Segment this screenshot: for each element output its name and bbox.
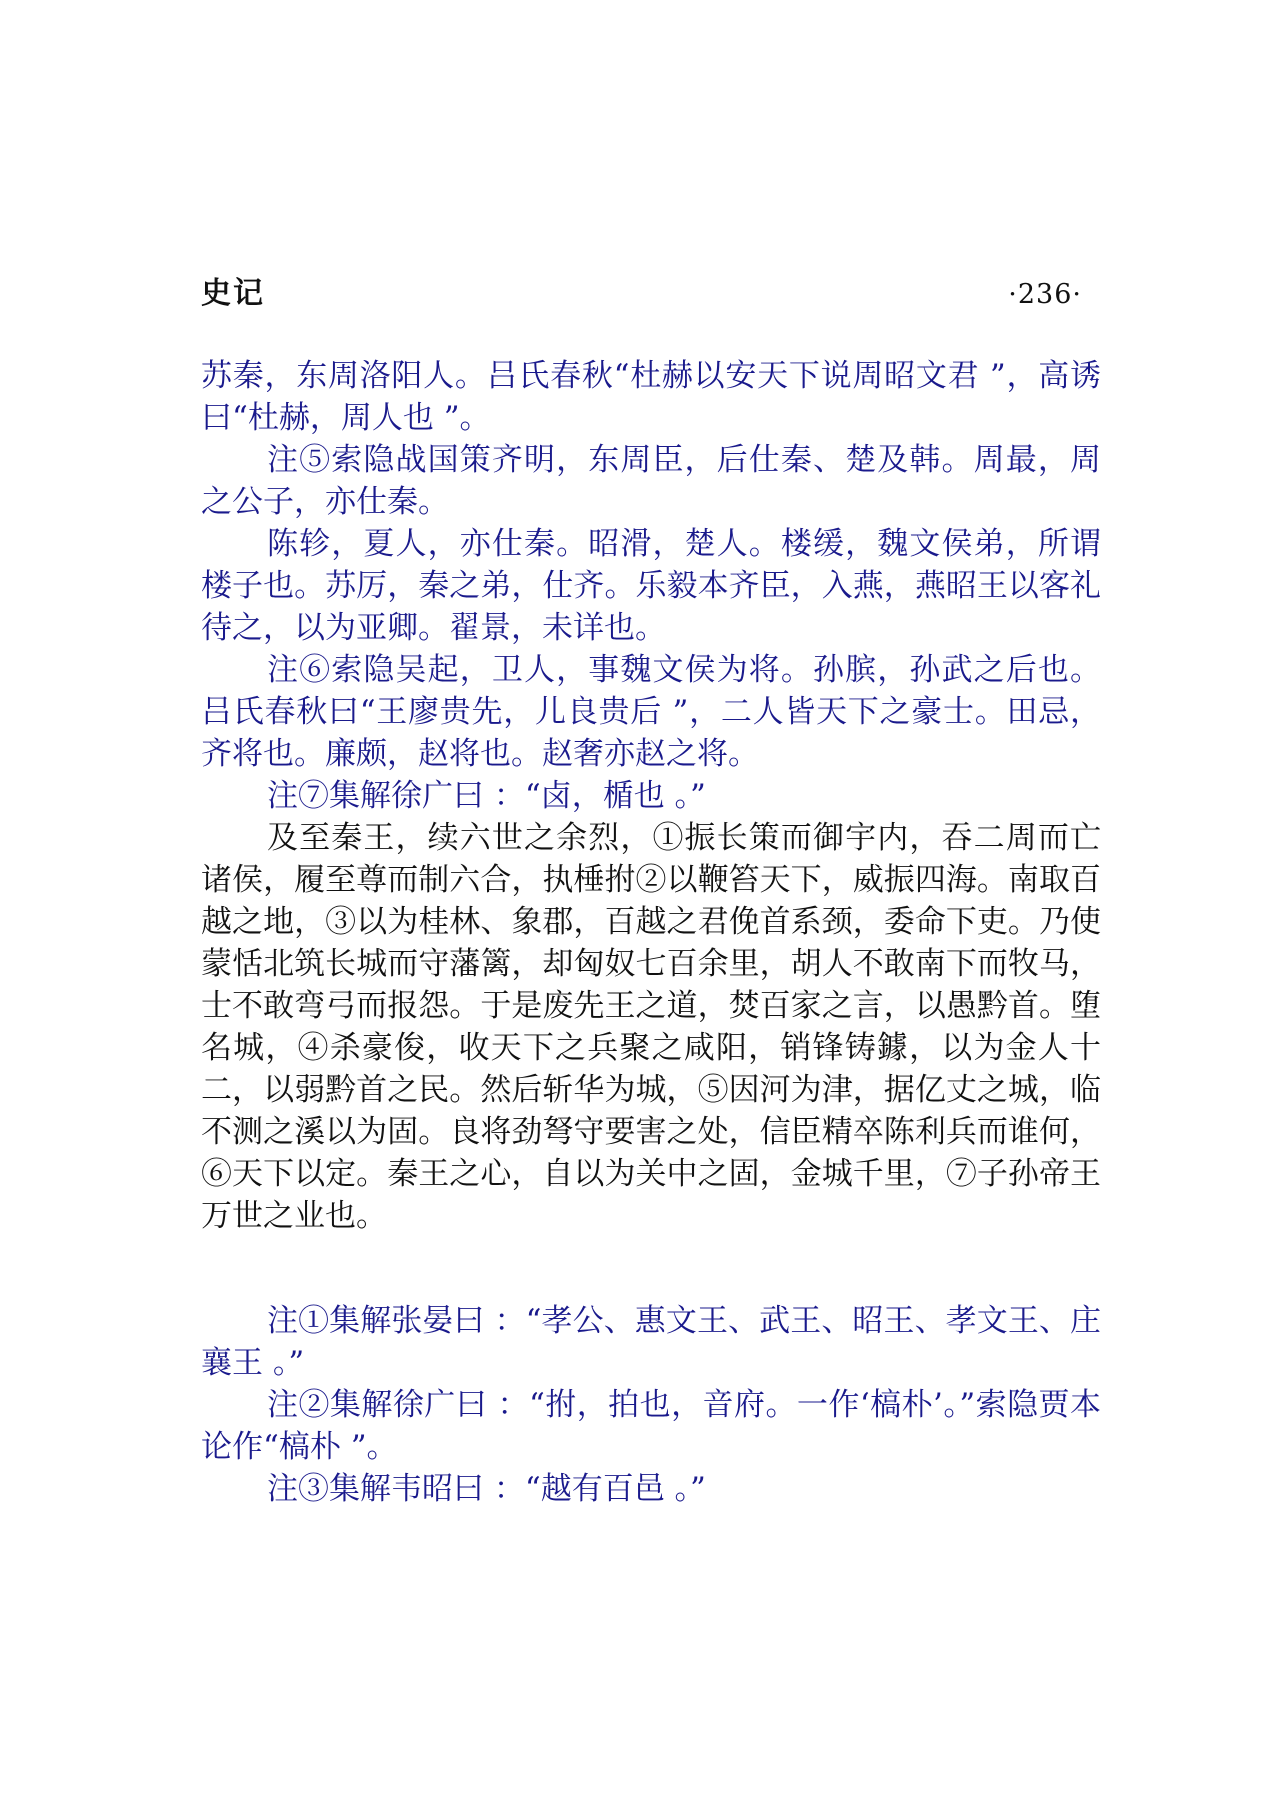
book-title: 史记	[201, 276, 265, 311]
note-paragraph: 注②集解徐广曰 ：“拊，拍也，音府。一作‘槁朴’。”索隐贾本论作“槁朴 ”。	[201, 1387, 1101, 1465]
text-block-notes	[201, 1300, 1101, 1510]
note-paragraph: 注③集解韦昭曰 ：“越有百邑 。”	[267, 1471, 706, 1507]
main-passage: 及至秦王，续六世之余烈，①振长策而御宇内，吞二周而亡诸侯，履至尊而制六合，执棰拊②以鞭笞天下，威振四海。南取百越之地，③以为桂林、象郡，百越之君俛首系颈，委命下吏。乃使蒙恬北筑长城而守藩篱，却匈奴七百余里，胡人不敢南下而牧马，士不敢弯弓而报怨。于是废先王之道，焚百家之言，以愚黔首。堕名城，④杀豪俊，收天下之兵聚之咸阳，销锋铸鐻，以为金人十二，以弱黔首之民。然后斩华为城，⑤因河为津，据亿丈之城，临不测之溪以为固。良将劲弩守要害之处，信臣精卒陈利兵而谁何，⑥天下以定。秦王之心，自以为关中之固，金城千里，⑦子孙帝王万世之业也。	[201, 820, 1101, 1234]
text-block-upper	[201, 355, 1101, 1237]
note-paragraph: 陈轸，夏人，亦仕秦。昭滑，楚人。楼缓，魏文侯弟，所谓楼子也。苏厉，秦之弟，仕齐。乐毅本齐臣，入燕，燕昭王以客礼待之，以为亚卿。翟景，未详也。	[201, 526, 1101, 646]
note-paragraph: 注①集解张晏曰 ：“孝公、惠文王、武王、昭王、孝文王、庄襄王 。”	[201, 1303, 1101, 1381]
note-paragraph: 注⑤索隐战国策齐明，东周臣，后仕秦、楚及韩。周最，周之公子，亦仕秦。	[201, 442, 1101, 520]
note-paragraph: 苏秦，东周洛阳人。吕氏春秋“杜赫以安天下说周昭文君 ”，高诱曰“杜赫，周人也 ”。	[201, 358, 1101, 436]
page-header	[201, 268, 1082, 312]
page-number: ·236·	[1008, 279, 1082, 310]
note-paragraph: 注⑦集解徐广曰 ：“卤，楯也 。”	[267, 778, 706, 814]
note-paragraph: 注⑥索隐吴起，卫人，事魏文侯为将。孙膑，孙武之后也。吕氏春秋曰“王廖贵先，儿良贵后 ”，二人皆天下之豪士。田忌，齐将也。廉颇，赵将也。赵奢亦赵之将。	[201, 652, 1101, 772]
